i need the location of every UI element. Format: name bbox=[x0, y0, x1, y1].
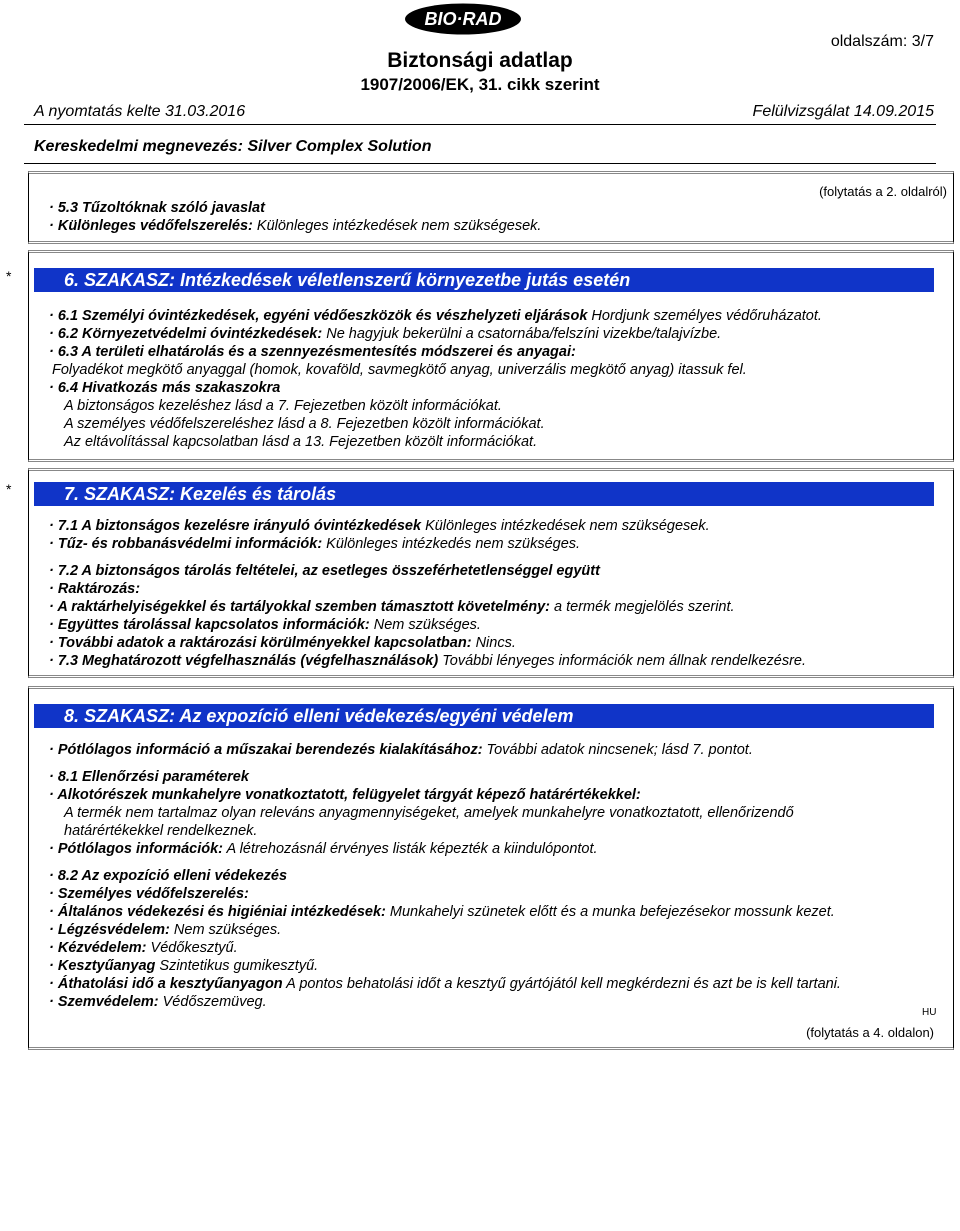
hygiene-measures: · Általános védekezési és higiéniai intézkedések: Munkahelyi szünetek előtt és a munka befejezésekor mossunk kezet. bbox=[49, 904, 835, 920]
trade-name: Kereskedelmi megnevezés: Silver Complex Solution bbox=[34, 138, 432, 155]
header-divider bbox=[24, 124, 936, 125]
change-marker: * bbox=[6, 481, 12, 497]
eye-protection: · Szemvédelem: Védőszemüveg. bbox=[49, 994, 267, 1010]
change-marker: * bbox=[6, 268, 12, 284]
limit-values-text: A termék nem tartalmaz olyan releváns anyagmennyiségeket, amelyek munkahelyre vonatkoztatott, ellenőrizendő bbox=[64, 805, 794, 821]
hand-protection: · Kézvédelem: Védőkesztyű. bbox=[49, 940, 238, 956]
glove-material: · Kesztyűanyag Szintetikus gumikesztyű. bbox=[49, 958, 319, 974]
section-5-3-heading: · 5.3 Tűzoltóknak szóló javaslat bbox=[49, 200, 265, 216]
section-7-heading: 7. SZAKASZ: Kezelés és tárolás bbox=[34, 482, 934, 506]
section-5-box bbox=[28, 171, 954, 244]
section-6-heading: 6. SZAKASZ: Intézkedések véletlenszerű környezetbe jutás esetén bbox=[34, 268, 934, 292]
document-title: Biztonsági adatlap bbox=[387, 49, 573, 72]
section-7-2-heading: · 7.2 A biztonságos tárolás feltételei, az esetleges összeférhetetlenséggel együtt bbox=[49, 563, 600, 579]
technical-design-info: · Pótlólagos információ a műszakai berendezés kialakításához: További adatok nincsenek; lásd 7. pontot. bbox=[49, 742, 753, 758]
section-7-3: · 7.3 Meghatározott végfelhasználás (végfelhasználások) További lényeges információk nem állnak rendelkezésre. bbox=[49, 653, 807, 669]
reference-disposal: Az eltávolítással kapcsolatban lásd a 13. Fejezetben közölt információkat. bbox=[64, 434, 538, 450]
section-7-box bbox=[28, 468, 954, 678]
limit-values-text-cont: határértékekkel rendelkeznek. bbox=[64, 823, 258, 839]
reference-safe-handling: A biztonságos kezeléshez lásd a 7. Fejezetben közölt információkat. bbox=[64, 398, 502, 414]
section-8-2-heading: · 8.2 Az expozíció elleni védekezés bbox=[49, 868, 288, 884]
storage-heading: · Raktározás: bbox=[49, 581, 141, 597]
limit-values-heading: · Alkotórészek munkahelyre vonatkoztatott, felügyelet tárgyát képező határértékekkel: bbox=[49, 787, 641, 803]
reference-ppe: A személyes védőfelszereléshez lásd a 8. Fejezetben közölt információkat. bbox=[64, 416, 545, 432]
section-6-4-heading: · 6.4 Hivatkozás más szakaszokra bbox=[49, 380, 281, 396]
further-storage-info: · További adatok a raktározási körülményekkel kapcsolatban: Nincs. bbox=[49, 635, 516, 651]
fire-explosion-info: · Tűz- és robbanásvédelmi információk: Különleges intézkedés nem szükséges. bbox=[49, 536, 581, 552]
section-6-1: · 6.1 Személyi óvintézkedések, egyéni védőeszközök és vészhelyzeti eljárások Hordjunk személyes védőruházatot. bbox=[49, 308, 822, 324]
continued-to: (folytatás a 4. oldalon) bbox=[806, 1025, 934, 1040]
section-6-3-heading: · 6.3 A területi elhatárolás és a szennyezésmentesítés módszerei és anyagai: bbox=[49, 344, 576, 360]
bio-rad-logo bbox=[404, 3, 522, 35]
additional-info: · Pótlólagos információk: A létrehozásnál érvényes listák képezték a kiindulópontot. bbox=[49, 841, 598, 857]
header-divider bbox=[24, 163, 936, 164]
storage-requirements: · A raktárhelyiségekkel és tartályokkal szemben támasztott követelmény: a termék megjelölés szerint. bbox=[49, 599, 735, 615]
joint-storage-info: · Együttes tárolással kapcsolatos információk: Nem szükséges. bbox=[49, 617, 481, 633]
section-6-3-text: Folyadékot megkötő anyaggal (homok, kovaföld, savmegkötő anyag, univerzális megkötő anyag) itassuk fel. bbox=[52, 362, 747, 378]
page-number: oldalszám: 3/7 bbox=[830, 33, 934, 50]
section-8-1-heading: · 8.1 Ellenőrzési paraméterek bbox=[49, 769, 249, 785]
respiratory-protection: · Légzésvédelem: Nem szükséges. bbox=[49, 922, 282, 938]
penetration-time: · Áthatolási idő a kesztyűanyagon A pontos behatolási időt a kesztyű gyártójától kell megkérdezni és azt be is kell tartani. bbox=[49, 976, 841, 992]
print-date: A nyomtatás kelte 31.03.2016 bbox=[34, 103, 246, 120]
ppe-heading: · Személyes védőfelszerelés: bbox=[49, 886, 249, 902]
document-subtitle: 1907/2006/EK, 31. cikk szerint bbox=[360, 75, 600, 94]
section-8-heading: 8. SZAKASZ: Az expozíció elleni védekezés/egyéni védelem bbox=[34, 704, 934, 728]
language-code: HU bbox=[922, 1007, 937, 1018]
section-6-2: · 6.2 Környezetvédelmi óvintézkedések: Ne hagyjuk bekerülni a csatornába/felszíni vizekbe/talajvízbe. bbox=[49, 326, 722, 342]
revision-date: Felülvizsgálat 14.09.2015 bbox=[752, 103, 934, 120]
logo-text: BIO·RAD bbox=[424, 9, 502, 29]
section-6-box bbox=[28, 250, 954, 462]
section-8-box bbox=[28, 686, 954, 1050]
section-7-1: · 7.1 A biztonságos kezelésre irányuló óvintézkedések Különleges intézkedések nem szükségesek. bbox=[49, 518, 710, 534]
special-protective-equipment: · Különleges védőfelszerelés: Különleges intézkedések nem szükségesek. bbox=[49, 218, 542, 234]
continued-from: (folytatás a 2. oldalról) bbox=[819, 184, 947, 199]
